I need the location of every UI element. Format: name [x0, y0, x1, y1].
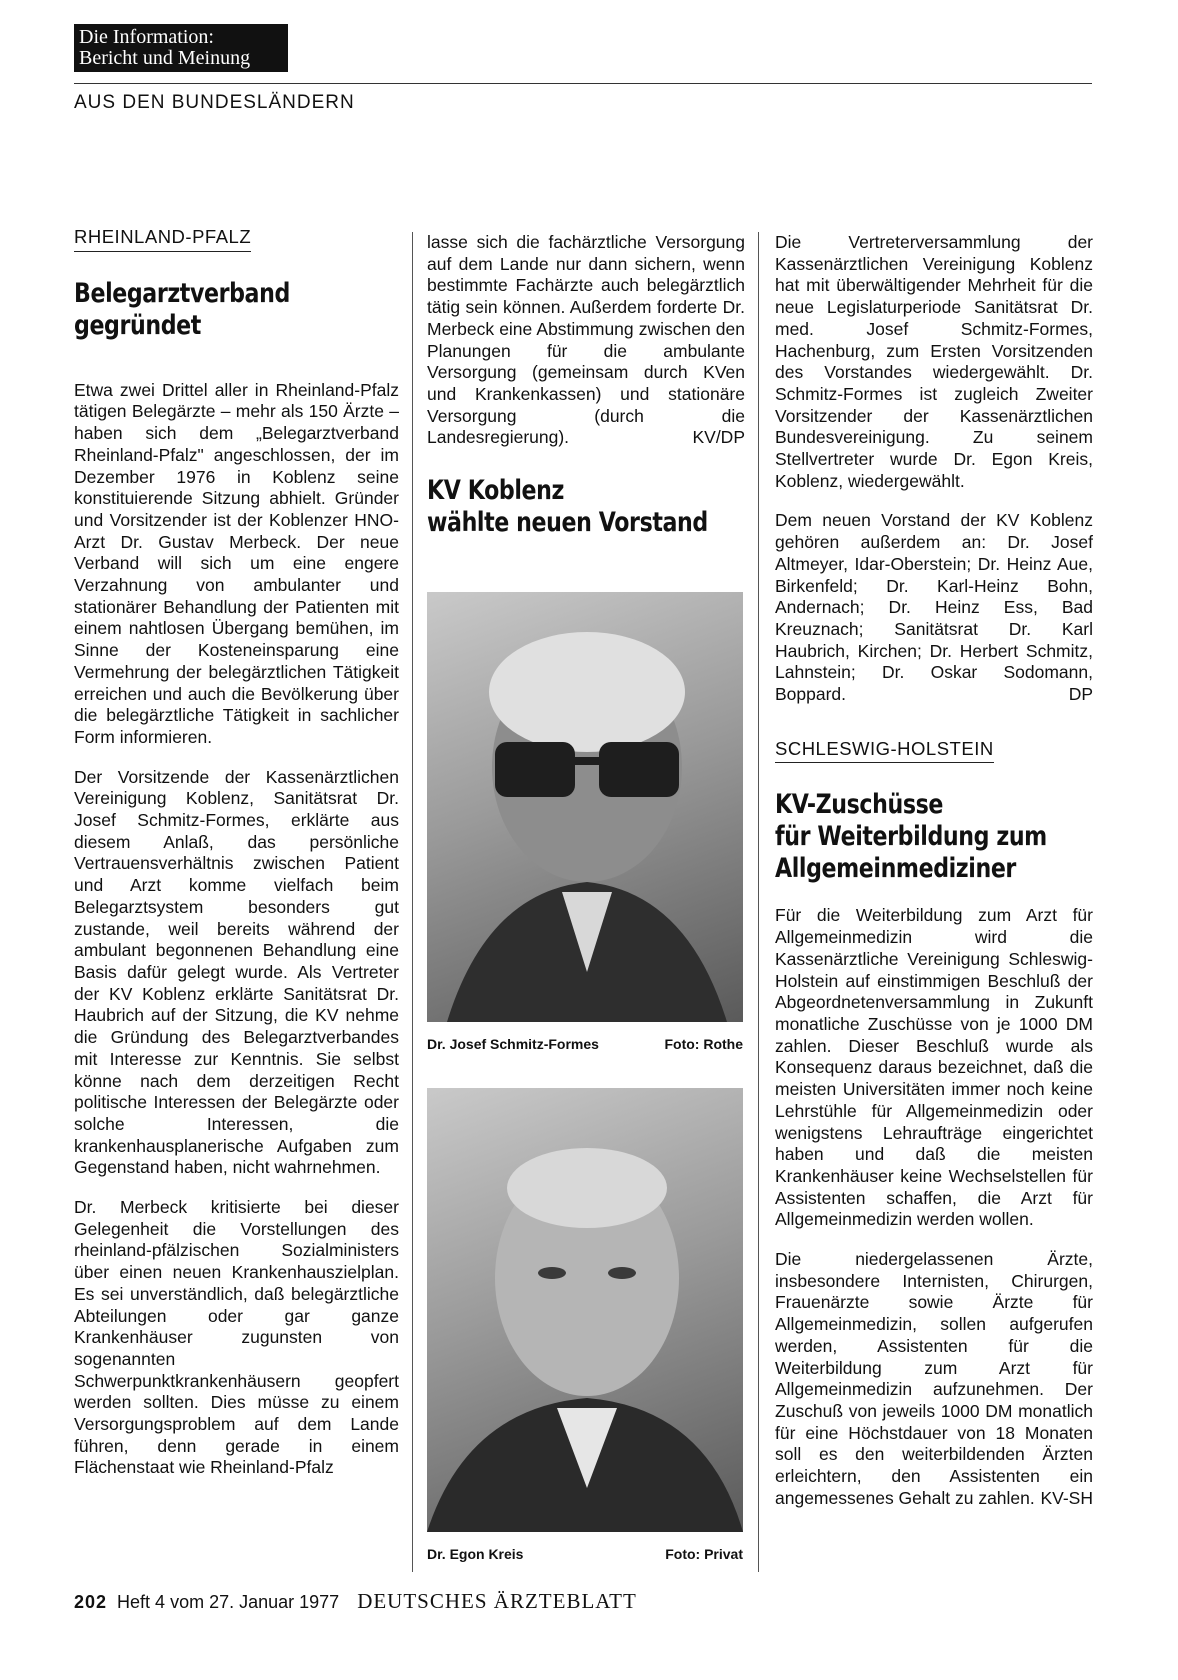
rubric-line-2: Bericht und Meinung [79, 47, 251, 69]
headline [427, 475, 753, 539]
paragraph-text: Die niedergelassenen Ärzte, insbesondere Internisten, Chirurgen, Frauenärzte sowie Ärzte für Allgemeinmedizin, sollen aufgerufen werden, Assistenten für die Weiterbildung zum Arzt für Allgemeinmedizin aufzunehmen. Der Zuschuß von jeweils 1000 DM monatlich für eine Höchstdauer von 18 Monaten soll es den weiterbildenden Ärzten erleichtern, den Assistenten ein angemessenes Gehalt zu zahlen. [775, 1249, 1093, 1508]
headline-line: Belegarztverband [74, 277, 290, 309]
portrait-image [427, 1088, 743, 1532]
paragraph: Die Vertreterversammlung der Kassenärztlichen Vereinigung Koblenz hat mit überwältigender Mehrheit für die neue Legislaturperiode Sanitätsrat Dr. med. Josef Schmitz-Formes, Hachenburg, zum Ersten Vorsitzenden des Vorstandes wiedergewählt. Dr. Schmitz-Formes ist zugleich Zweiter Vorsitzender der Kassenärztlichen Bundesvereinigung. Zu seinem Stellvertreter wurde Dr. Egon Kreis, Koblenz, wiedergewählt. [775, 232, 1093, 491]
author-sign: KV/DP [692, 427, 745, 448]
author-sign: KV-SH [1040, 1487, 1093, 1508]
paragraph-text: Dem neuen Vorstand der KV Koblenz gehören außerdem an: Dr. Josef Altmeyer, Idar-Oberstein; Dr. Heinz Aue, Birkenfeld; Dr. Karl-Heinz Bohn, Andernach; Dr. Heinz Ess, Bad Kreuznach; Sanitätsrat Dr. Karl Haubrich, Kirchen; Dr. Herbert Schmitz, Lahnstein; Dr. Oskar Sodomann, Boppard. [775, 510, 1093, 705]
paragraph [775, 1249, 1093, 1509]
column-divider-1 [412, 232, 413, 1572]
column-divider-2 [758, 232, 759, 1572]
portrait-photo-kreis [427, 1088, 743, 1532]
portrait-image [427, 592, 743, 1022]
article-kv-koblenz-continued [775, 232, 1093, 1527]
headline [74, 278, 407, 342]
author-sign: DP [1068, 684, 1093, 705]
caption-name: Dr. Egon Kreis [427, 1546, 524, 1562]
region-label: RHEINLAND-PFALZ [74, 226, 251, 252]
rubric-box [74, 24, 288, 72]
paragraph: Der Vorsitzende der Kassenärztlichen Vereinigung Koblenz, Sanitätsrat Dr. Josef Schmitz-Formes, erklärte aus diesem Anlaß, das persönliche Vertrauensverhältnis zwischen Patient und Arzt komme vielfach beim Belegarztsystem besonders gut zustande, weil bereits während der ambulant begonnenen Behandlung eine Basis dafür gelegt wurde. Als Vertreter der KV Koblenz erklärte Sanitätsrat Dr. Haubrich auf der Sitzung, die KV nehme die Gründung des Belegarztverbandes mit Interesse zur Kenntnis. Sie selbst könne nach dem derzeitigen Recht politische Interessen der Belegärzte oder solche Interessen, die krankenhausplanerische Aufgaben zum Gegenstand haben, nicht wahrnehmen. [74, 766, 399, 1178]
caption-name: Dr. Josef Schmitz-Formes [427, 1036, 599, 1052]
headline-line: Allgemeinmediziner [775, 853, 1016, 885]
article-kv-koblenz [427, 232, 745, 559]
page-number: 202 [74, 1592, 108, 1612]
journal-title: DEUTSCHES ÄRZTEBLATT [357, 1589, 637, 1613]
portrait-photo-schmitz-formes [427, 592, 743, 1022]
article-rheinland-pfalz [74, 226, 399, 1497]
section-label: AUS DEN BUNDESLÄNDERN [74, 92, 355, 113]
headline-line: für Weiterbildung zum [775, 821, 1047, 853]
photo-caption [427, 1036, 743, 1052]
header-rule [74, 83, 1092, 84]
headline-line: wählte neuen Vorstand [427, 507, 708, 539]
caption-credit: Foto: Rothe [664, 1036, 743, 1052]
paragraph: Für die Weiterbildung zum Arzt für Allgemeinmedizin wird die Kassenärztliche Vereinigung Schleswig-Holstein auf einstimmigen Beschluß der Abgeordnetenversammlung in Zukunft monatliche Zuschüsse von je 1000 DM zahlen. Dieser Beschluß wurde als Konsequenz daraus bezeichnet, daß die meisten Universitäten immer noch keine Lehrstühle für Allgemeinmedizin oder wenigstens Lehraufträge eingerichtet haben und daß die meisten Krankenhäuser keine Wechselstellen für Assistenten schaffen, die Arzt für Allgemeinmedizin werden wollen. [775, 905, 1093, 1230]
rubric-line-1: Die Information: [79, 26, 214, 48]
headline-line: gegründet [74, 309, 201, 341]
photo-caption [427, 1546, 743, 1562]
paragraph [775, 510, 1093, 705]
issue-info: Heft 4 vom 27. Januar 1977 [117, 1592, 340, 1612]
paragraph [427, 232, 745, 449]
paragraph-text: lasse sich die fachärztliche Versorgung auf dem Lande nur dann sichern, wenn bestimmte Fachärzte auch belegärztlich tätig sein können. Außerdem forderte Dr. Merbeck eine Abstimmung zwischen den Planungen für die ambulante Versorgung (gemeinsam durch KVen und Krankenkassen) und stationäre Versorgung (durch die Landesregierung). [427, 232, 745, 448]
caption-credit: Foto: Privat [665, 1546, 743, 1562]
page-footer [74, 1589, 637, 1614]
headline-line: KV-Zuschüsse [775, 789, 943, 821]
paragraph: Etwa zwei Drittel aller in Rheinland-Pfalz tätigen Belegärzte – mehr als 150 Ärzte – haben sich dem „Belegarztverband Rheinland-Pfalz" angeschlossen, der im Dezember 1976 in Koblenz seine konstituierende Sitzung abhielt. Gründer und Vorsitzender ist der Koblenzer HNO-Arzt Dr. Gustav Merbeck. Der neue Verband will sich um eine engere Verzahnung von ambulanter und stationärer Behandlung der Patienten mit einem nahtlosen Übergang bemühen, im Sinne der Kosteneinsparung eine Vermehrung der belegärztlichen Tätigkeit erreichen und auch die Bevölkerung über die belegärztliche Tätigkeit in sachlicher Form informieren. [74, 379, 399, 747]
paragraph: Dr. Merbeck kritisierte bei dieser Gelegenheit die Vorstellungen des rheinland-pfälzischen Sozialministers über einen neuen Krankenhauszielplan. Es sei unverständlich, daß belegärztliche Abteilungen oder gar ganze Krankenhäuser zugunsten von sogenannten Schwerpunktkrankenhäusern geopfert werden sollten. Dies müsse zu einem Versorgungsproblem auf dem Lande führen, denn gerade in einem Flächenstaat wie Rheinland-Pfalz [74, 1197, 399, 1478]
region-label: SCHLESWIG-HOLSTEIN [775, 738, 994, 764]
headline [775, 789, 1101, 885]
headline-line: KV Koblenz [427, 475, 564, 507]
